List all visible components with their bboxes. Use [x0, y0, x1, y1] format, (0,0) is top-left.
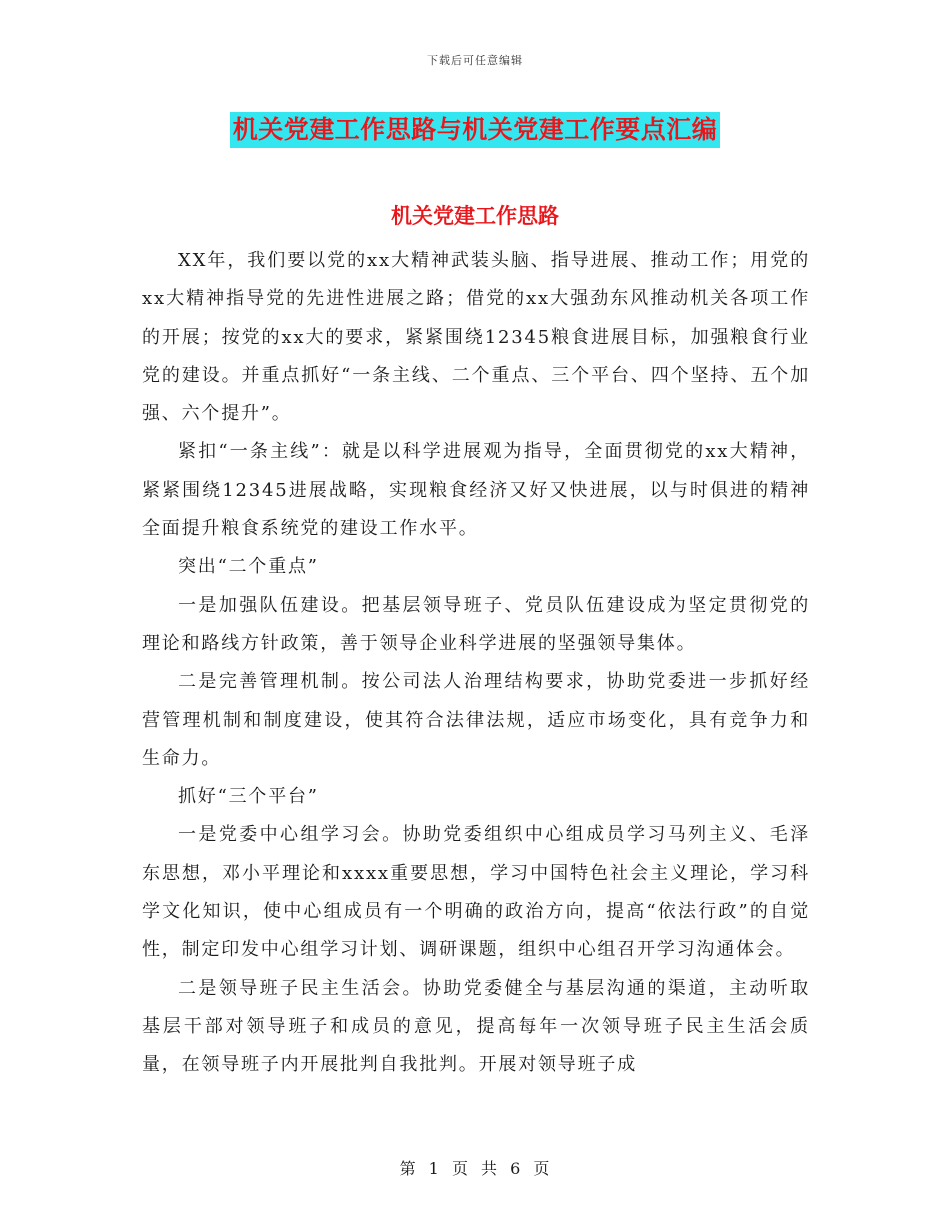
paragraph: XX年，我们要以党的xx大精神武装头脑、指导进展、推动工作；用党的xx大精神指导党的先进性进展之路；借党的xx大强劲东风推动机关各项工作的开展；按党的xx大的要求，紧紧围绕12345粮食进展目标，加强粮食行业党的建设。并重点抓好“一条主线、二个重点、三个平台、四个坚持、五个加强、六个提升”。	[142, 250, 810, 425]
section-title: 机关党建工作思路	[391, 203, 559, 228]
paragraph: 二是完善管理机制。按公司法人治理结构要求，协助党委进一步抓好经营管理机制和制度建设，使其符合法律法规，适应市场变化，具有竞争力和生命力。	[142, 671, 810, 769]
page-footer-number: 第 1 页 共 6 页	[399, 1159, 551, 1178]
paragraph: 一是党委中心组学习会。协助党委组织中心组成员学习马列主义、毛泽东思想，邓小平理论和xxxx重要思想，学习中国特色社会主义理论，学习科学文化知识，使中心组成员有一个明确的政治方向，提高“依法行政”的自觉性，制定印发中心组学习计划、调研课题，组织中心组召开学习沟通体会。	[142, 824, 810, 961]
main-title: 机关党建工作思路与机关党建工作要点汇编	[230, 112, 721, 148]
document-body	[142, 242, 810, 1085]
paragraph: 抓好“三个平台”	[178, 786, 319, 808]
paragraph: 紧扣“一条主线”：就是以科学进展观为指导，全面贯彻党的xx大精神，紧紧围绕12345进展战略，实现粮食经济又好又快进展，以与时俱进的精神全面提升粮食系统党的建设工作水平。	[142, 441, 810, 540]
paragraph: 突出“二个重点”	[178, 556, 319, 578]
page-header-note: 下载后可任意编辑	[427, 54, 523, 67]
paragraph: 一是加强队伍建设。把基层领导班子、党员队伍建设成为坚定贯彻党的理论和路线方针政策，善于领导企业科学进展的坚强领导集体。	[142, 594, 810, 654]
main-title-container	[0, 112, 950, 148]
paragraph: 二是领导班子民主生活会。协助党委健全与基层沟通的渠道，主动听取基层干部对领导班子和成员的意见，提高每年一次领导班子民主生活会质量，在领导班子内开展批判自我批判。开展对领导班子成	[142, 977, 810, 1076]
